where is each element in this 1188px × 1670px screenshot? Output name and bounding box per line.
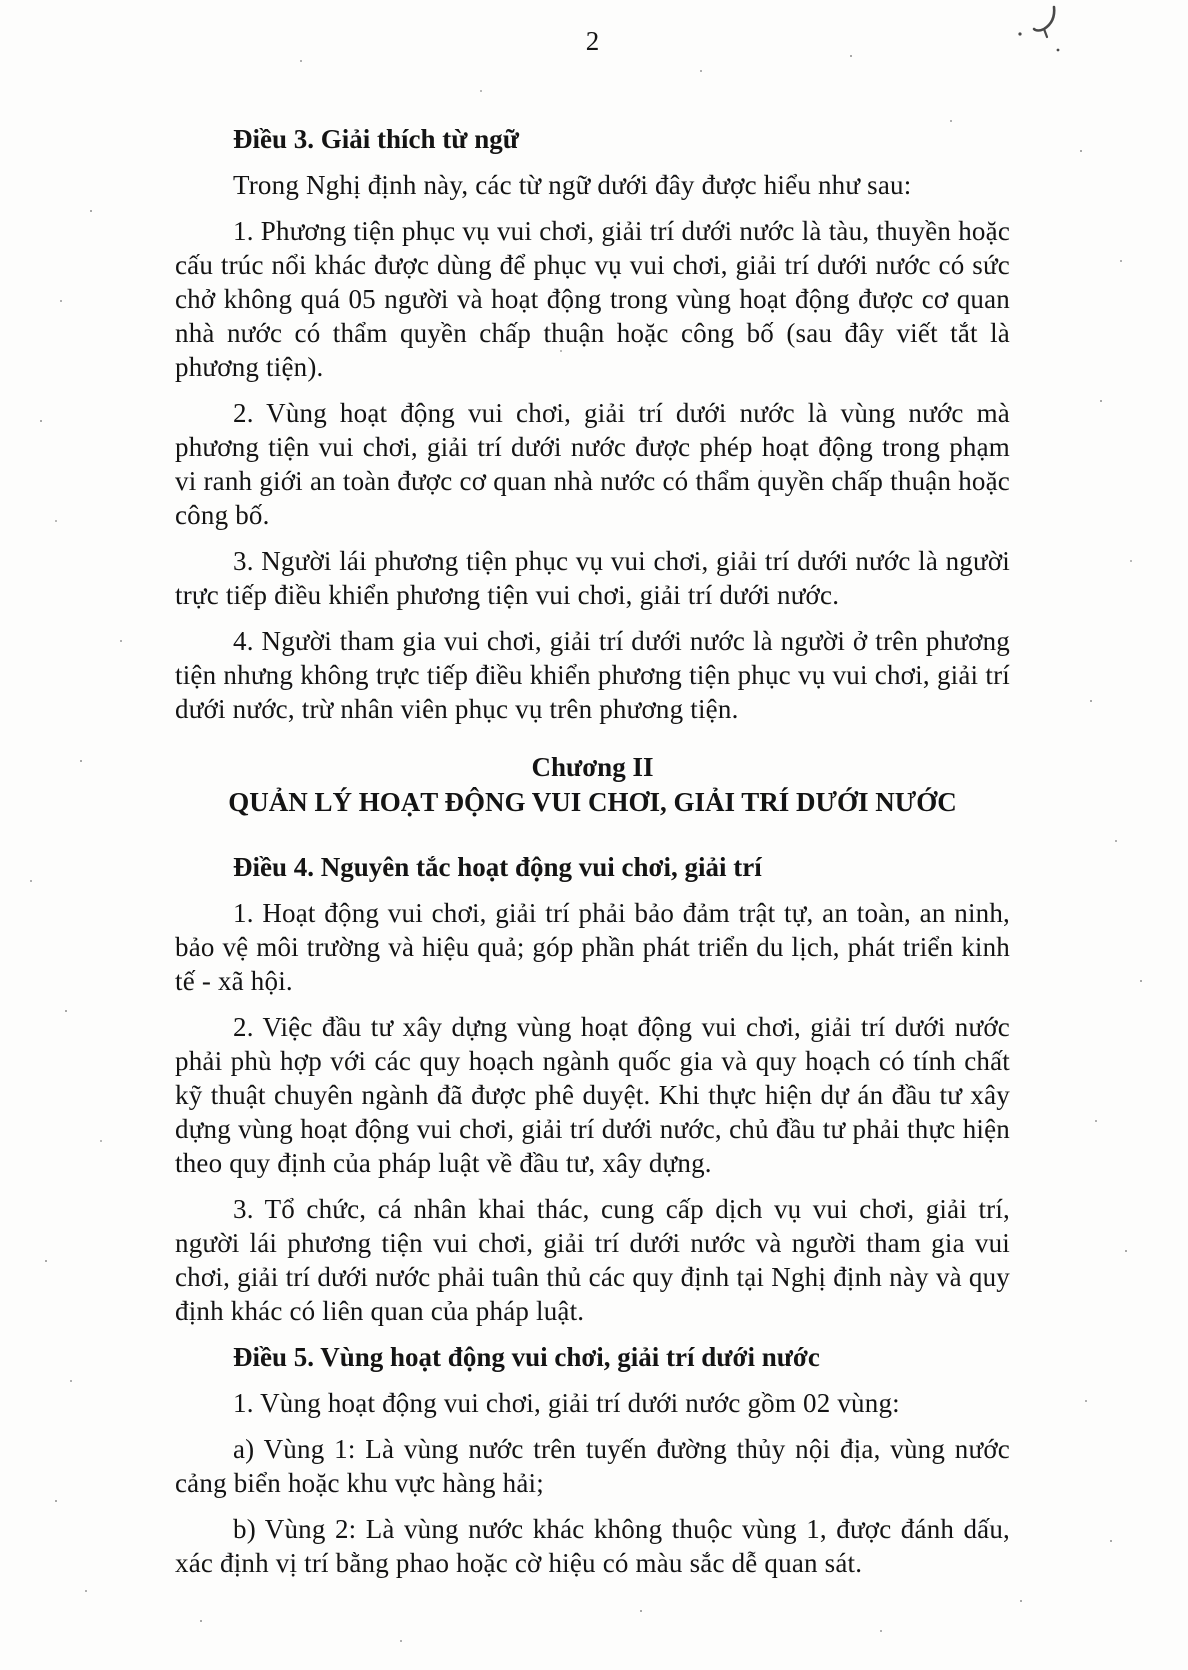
article-5-point-a: a) Vùng 1: Là vùng nước trên tuyến đường thủy nội địa, vùng nước cảng biển hoặc khu vực hàng hải;	[175, 1434, 1010, 1498]
article-5-heading: Điều 5. Vùng hoạt động vui chơi, giải trí dưới nước	[233, 1342, 820, 1372]
article-3-heading: Điều 3. Giải thích từ ngữ	[233, 124, 519, 154]
article-4-clause-2: 2. Việc đầu tư xây dựng vùng hoạt động vui chơi, giải trí dưới nước phải phù hợp với các quy hoạch ngành quốc gia và quy hoạch có tính chất kỹ thuật chuyên ngành đã được phê duyệt. Khi thực hiện dự án đầu tư xây dựng vùng hoạt động vui chơi, giải trí dưới nước, chủ đầu tư phải thực hiện theo quy định của pháp luật về đầu tư, xây dựng.	[175, 1012, 1010, 1178]
article-5-point-b: b) Vùng 2: Là vùng nước khác không thuộc vùng 1, được đánh dấu, xác định vị trí bằng phao hoặc cờ hiệu có màu sắc dễ quan sát.	[175, 1514, 1010, 1578]
page-number: 2	[585, 26, 600, 56]
article-3-clause-2: 2. Vùng hoạt động vui chơi, giải trí dưới nước là vùng nước mà phương tiện vui chơi, giải trí dưới nước được phép hoạt động trong phạm vi ranh giới an toàn được cơ quan nhà nước có thẩm quyền chấp thuận hoặc công bố.	[175, 398, 1010, 530]
article-4-clause-3: 3. Tổ chức, cá nhân khai thác, cung cấp dịch vụ vui chơi, giải trí, người lái phương tiện vui chơi, giải trí dưới nước và người tham gia vui chơi, giải trí dưới nước phải tuân thủ các quy định tại Nghị định này và quy định khác có liên quan của pháp luật.	[175, 1194, 1010, 1326]
article-3-clause-1: 1. Phương tiện phục vụ vui chơi, giải trí dưới nước là tàu, thuyền hoặc cấu trúc nổi khác được dùng để phục vụ vui chơi, giải trí dưới nước có sức chở không quá 05 người và hoạt động trong vùng hoạt động được cơ quan nhà nước có thẩm quyền chấp thuận hoặc công bố (sau đây viết tắt là phương tiện).	[175, 216, 1010, 382]
chapter-2-heading	[175, 750, 1010, 820]
chapter-2-title: QUẢN LÝ HOẠT ĐỘNG VUI CHƠI, GIẢI TRÍ DƯỚI NƯỚC	[228, 787, 957, 817]
article-4-heading: Điều 4. Nguyên tắc hoạt động vui chơi, giải trí	[233, 852, 762, 882]
article-5-clause-1: 1. Vùng hoạt động vui chơi, giải trí dưới nước gồm 02 vùng:	[233, 1388, 900, 1418]
article-3-intro: Trong Nghị định này, các từ ngữ dưới đây được hiểu như sau:	[233, 170, 912, 200]
chapter-2-label: Chương II	[531, 752, 654, 782]
article-3-clause-3: 3. Người lái phương tiện phục vụ vui chơi, giải trí dưới nước là người trực tiếp điều khiển phương tiện vui chơi, giải trí dưới nước.	[175, 546, 1010, 610]
article-3-clause-4: 4. Người tham gia vui chơi, giải trí dưới nước là người ở trên phương tiện nhưng không trực tiếp điều khiển phương tiện phục vụ vui chơi, giải trí dưới nước, trừ nhân viên phục vụ trên phương tiện.	[175, 626, 1010, 724]
article-4-clause-1: 1. Hoạt động vui chơi, giải trí phải bảo đảm trật tự, an toàn, an ninh, bảo vệ môi trường và hiệu quả; góp phần phát triển du lịch, phát triển kinh tế - xã hội.	[175, 898, 1010, 996]
